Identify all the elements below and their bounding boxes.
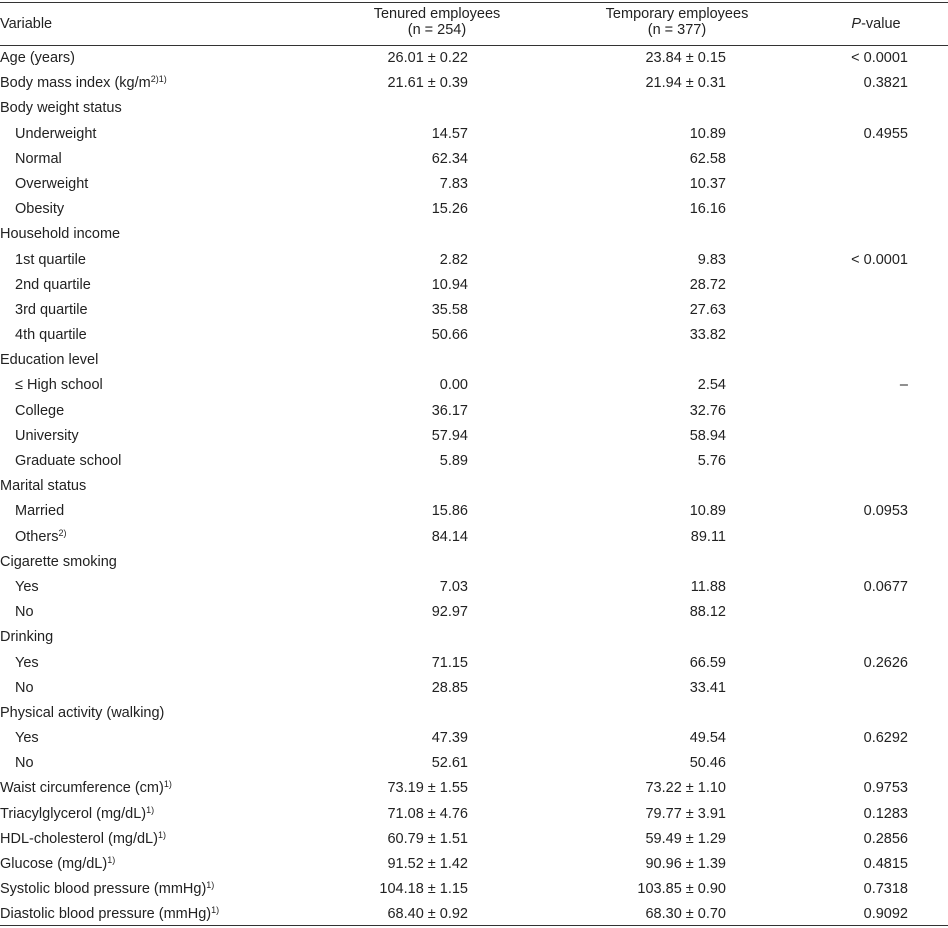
table-row (0, 751, 948, 776)
row-label (0, 46, 75, 71)
table-top-rule (0, 2, 948, 3)
temporary-value: 73.22 ± 1.10 (645, 780, 726, 797)
table-row (0, 575, 948, 600)
row-label (15, 147, 62, 172)
row-label (15, 273, 91, 298)
row-label-text: No (15, 755, 34, 772)
row-label-text: Body mass index (kg/m (0, 75, 151, 92)
header-tenured-title: Tenured employees (373, 6, 501, 22)
row-label-text: Household income (0, 226, 121, 243)
table-row (0, 96, 948, 121)
row-label-text: Systolic blood pressure (mmHg) (0, 881, 207, 898)
row-label (15, 399, 64, 424)
temporary-value: 103.85 ± 0.90 (637, 881, 726, 898)
table-row (0, 676, 948, 701)
table-row (0, 248, 948, 273)
row-label (0, 96, 122, 121)
row-label-footnote: 1) (107, 855, 116, 865)
tenured-value: 92.97 (431, 604, 468, 621)
row-label-text: 3rd quartile (15, 301, 88, 318)
row-label (15, 751, 34, 776)
tenured-value: 47.39 (431, 730, 468, 747)
table-row (0, 273, 948, 298)
header-tenured (330, 6, 544, 38)
temporary-value: 58.94 (689, 427, 726, 444)
row-label (15, 197, 64, 222)
temporary-value: 33.41 (689, 679, 726, 696)
table-row (0, 525, 948, 550)
temporary-value: 88.12 (689, 604, 726, 621)
table-row (0, 147, 948, 172)
table-row (0, 348, 948, 373)
table-row (0, 474, 948, 499)
table-row (0, 197, 948, 222)
temporary-value: 5.76 (697, 453, 726, 469)
row-label (0, 550, 117, 575)
row-label (0, 474, 86, 499)
temporary-value: 68.30 ± 0.70 (645, 906, 726, 923)
temporary-value: 89.11 (690, 528, 726, 545)
row-label (0, 71, 167, 96)
table-row (0, 852, 948, 877)
row-label-footnote: 1) (163, 779, 172, 790)
row-label-text: Age (years) (0, 50, 75, 66)
tenured-value: 52.61 (431, 755, 468, 772)
p-value: 0.9753 (863, 780, 908, 797)
p-value: 0.3821 (863, 75, 908, 92)
table-body (0, 46, 948, 928)
temporary-value: 66.59 (689, 654, 726, 671)
table-row (0, 802, 948, 827)
tenured-value: 15.26 (431, 201, 468, 218)
tenured-value: 7.03 (439, 578, 468, 595)
row-label-text: College (15, 402, 65, 419)
tenured-value: 68.40 ± 0.92 (387, 906, 468, 923)
table-row (0, 373, 948, 398)
table-row (0, 222, 948, 247)
table-row (0, 827, 948, 852)
row-label-text: Others (15, 528, 59, 545)
row-label-text: Triacylglycerol (mg/dL) (0, 805, 147, 822)
tenured-value: 57.94 (431, 427, 468, 444)
row-label-text: Body weight status (0, 100, 122, 117)
row-label-footnote: 1) (211, 905, 220, 916)
table-row (0, 550, 948, 575)
row-label-text: University (15, 427, 79, 444)
row-label (0, 222, 120, 247)
row-label (0, 625, 53, 650)
table-row (0, 499, 948, 524)
row-label-text: Cigarette smoking (0, 553, 117, 570)
row-label-text: Waist circumference (cm) (0, 780, 164, 797)
temporary-value: 11.88 (690, 578, 726, 595)
header-variable: Variable (0, 16, 53, 32)
temporary-value: 16.16 (689, 201, 726, 218)
table-row (0, 726, 948, 751)
row-label (15, 373, 103, 398)
row-label-text: Overweight (15, 175, 89, 192)
p-value: 0.0953 (863, 503, 908, 520)
p-value: 0.7318 (863, 881, 908, 898)
temporary-value: 2.54 (697, 377, 726, 394)
row-label-text: Drinking (0, 629, 54, 646)
row-label-text: 1st quartile (15, 251, 86, 268)
temporary-value: 50.46 (689, 755, 726, 772)
row-label-text: 2nd quartile (15, 276, 91, 293)
row-label (15, 726, 39, 751)
table-row (0, 651, 948, 676)
table-row (0, 701, 948, 726)
row-label-footnote: 2) (58, 527, 67, 538)
temporary-value: 9.83 (697, 251, 726, 268)
row-label-text: Underweight (15, 125, 97, 142)
p-value: 0.2626 (863, 654, 908, 671)
row-label-text: Graduate school (15, 453, 122, 469)
header-temporary-title: Temporary employees (605, 6, 749, 22)
row-label-text: Physical activity (walking) (0, 704, 165, 721)
row-label (0, 802, 154, 827)
p-value: < 0.0001 (851, 251, 908, 268)
header-temporary (570, 6, 784, 38)
row-label (15, 449, 121, 474)
row-label (15, 525, 67, 550)
row-label (0, 776, 172, 801)
row-label (15, 600, 34, 625)
tenured-value: 91.52 ± 1.42 (387, 856, 468, 872)
row-label (0, 827, 166, 852)
row-label (15, 676, 34, 701)
row-label-text: Obesity (15, 201, 65, 218)
row-label (15, 323, 87, 348)
table-row (0, 776, 948, 801)
row-label (0, 348, 98, 373)
header-p-value (836, 16, 916, 32)
temporary-value: 79.77 ± 3.91 (645, 805, 726, 822)
row-label-footnote: 2)1) (150, 74, 167, 85)
tenured-value: 28.85 (431, 679, 468, 696)
tenured-value: 2.82 (439, 251, 468, 268)
temporary-value: 59.49 ± 1.29 (645, 830, 726, 847)
tenured-value: 50.66 (431, 327, 468, 344)
temporary-value: 27.63 (689, 301, 726, 318)
row-label-text: Glucose (mg/dL) (0, 856, 108, 872)
row-label-text: Education level (0, 352, 99, 369)
p-value: 0.0677 (863, 578, 908, 595)
row-label-text: 4th quartile (15, 327, 87, 344)
table-row (0, 625, 948, 650)
temporary-value: 32.76 (689, 402, 726, 419)
header-p-rest: -value (861, 16, 901, 32)
row-label-footnote: 1) (206, 880, 215, 891)
tenured-value: 14.57 (431, 125, 468, 142)
row-label-text: No (15, 604, 34, 621)
p-value: 0.4815 (863, 856, 908, 872)
row-label-text: HDL-cholesterol (mg/dL) (0, 830, 158, 847)
row-label (15, 122, 96, 147)
table-row (0, 298, 948, 323)
table-bottom-rule (0, 925, 948, 926)
row-label-text: Marital status (0, 478, 87, 495)
table-row (0, 122, 948, 147)
temporary-value: 23.84 ± 0.15 (645, 50, 726, 66)
table-row (0, 449, 948, 474)
p-value: – (899, 377, 908, 394)
p-value: 0.1283 (863, 805, 908, 822)
row-label (15, 248, 86, 273)
temporary-value: 62.58 (689, 150, 726, 167)
header-p-italic: P (851, 16, 862, 32)
tenured-value: 21.61 ± 0.39 (387, 75, 468, 92)
table-row (0, 877, 948, 902)
p-value: 0.2856 (863, 830, 908, 847)
table-row (0, 46, 948, 71)
temporary-value: 10.37 (689, 175, 726, 192)
tenured-value: 35.58 (431, 301, 468, 318)
row-label-text: Diastolic blood pressure (mmHg) (0, 906, 212, 923)
row-label (0, 877, 214, 902)
table-row (0, 172, 948, 197)
p-value: < 0.0001 (851, 50, 908, 66)
tenured-value: 84.14 (431, 528, 468, 545)
table-row (0, 399, 948, 424)
tenured-value: 0.00 (439, 377, 468, 394)
table-row (0, 71, 948, 96)
row-label-text: Yes (15, 578, 39, 595)
tenured-value: 26.01 ± 0.22 (387, 50, 468, 66)
row-label (15, 651, 39, 676)
tenured-value: 7.83 (439, 175, 468, 192)
row-label (0, 852, 115, 877)
table-row (0, 902, 948, 927)
temporary-value: 10.89 (689, 125, 726, 142)
p-value: 0.4955 (863, 125, 908, 142)
tenured-value: 62.34 (431, 150, 468, 167)
p-value: 0.6292 (863, 730, 908, 747)
row-label-text: Normal (15, 150, 62, 167)
row-label-text: Yes (15, 730, 39, 747)
tenured-value: 10.94 (431, 276, 468, 293)
row-label (0, 701, 164, 726)
row-label-text: ≤ High school (15, 377, 103, 394)
header-tenured-n: (n = 254) (407, 22, 467, 38)
row-label (15, 575, 39, 600)
temporary-value: 33.82 (689, 327, 726, 344)
row-label-text: Married (15, 503, 65, 520)
row-label-footnote: 1) (146, 804, 155, 815)
table-row (0, 323, 948, 348)
tenured-value: 60.79 ± 1.51 (387, 830, 468, 847)
table-row (0, 600, 948, 625)
tenured-value: 73.19 ± 1.55 (387, 780, 468, 797)
temporary-value: 49.54 (689, 730, 726, 747)
temporary-value: 21.94 ± 0.31 (645, 75, 726, 92)
tenured-value: 5.89 (439, 453, 468, 469)
row-label (15, 172, 88, 197)
row-label-text: No (15, 679, 34, 696)
temporary-value: 28.72 (689, 276, 726, 293)
row-label (15, 298, 88, 323)
tenured-value: 71.15 (431, 654, 468, 671)
tenured-value: 36.17 (431, 402, 468, 419)
tenured-value: 71.08 ± 4.76 (387, 805, 468, 822)
tenured-value: 104.18 ± 1.15 (379, 881, 468, 898)
row-label (15, 424, 79, 449)
tenured-value: 15.86 (431, 503, 468, 520)
temporary-value: 90.96 ± 1.39 (645, 856, 726, 872)
header-temporary-n: (n = 377) (647, 22, 707, 38)
row-label (0, 902, 219, 927)
row-label-footnote: 1) (157, 829, 166, 840)
row-label (15, 499, 64, 524)
row-label-text: Yes (15, 654, 39, 671)
table-row (0, 424, 948, 449)
p-value: 0.9092 (863, 906, 908, 923)
temporary-value: 10.89 (689, 503, 726, 520)
